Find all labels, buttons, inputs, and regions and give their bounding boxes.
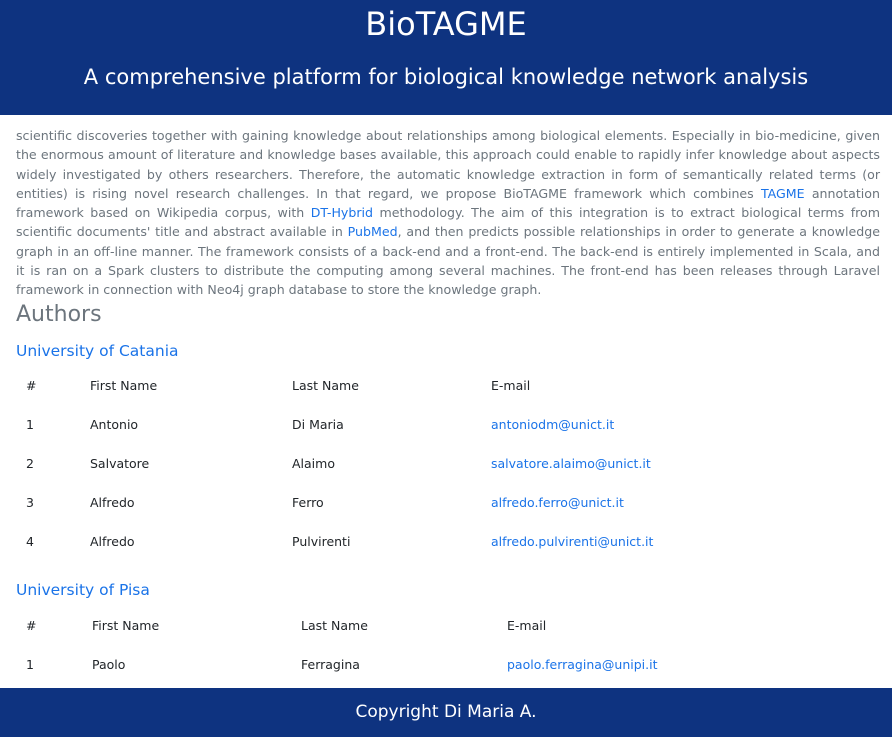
col-header-first-name: First Name [92,618,160,633]
col-header-num: # [26,378,37,393]
tagme-link[interactable]: TAGME [760,185,805,201]
catania-authors-table [16,366,880,561]
author-num: 3 [26,495,34,510]
author-email-link[interactable]: salvatore.alaimo@unict.it [491,456,651,471]
table-row [16,483,880,522]
table-row [16,444,880,483]
author-num: 1 [26,417,34,432]
author-last-name: Pulvirenti [292,534,351,549]
table-header-row [16,366,880,405]
author-num: 2 [26,456,34,471]
col-header-last-name: Last Name [292,378,359,393]
page-footer: Copyright Di Maria A. [0,688,892,737]
author-last-name: Ferragina [301,657,360,672]
abstract-part-3: methodology. The aim of this integration is to extract biological terms from scientific documents' title and abstract available in [16,205,880,240]
pubmed-link[interactable]: PubMed [347,224,398,240]
pisa-authors-table [16,606,880,684]
col-header-email: E-mail [491,378,531,393]
author-last-name: Di Maria [292,417,344,432]
author-first-name: Antonio [90,417,139,432]
author-email-link[interactable]: antoniodm@unict.it [491,417,615,432]
author-first-name: Alfredo [90,495,135,510]
author-first-name: Paolo [92,657,126,672]
author-first-name: Alfredo [90,534,135,549]
author-last-name: Alaimo [292,456,335,471]
page-header [0,0,892,115]
dt-hybrid-link[interactable]: DT-Hybrid [310,205,374,221]
table-header-row [16,606,880,645]
table-row [16,645,880,684]
author-email-link[interactable]: alfredo.ferro@unict.it [491,495,624,510]
university-pisa-heading: University of Pisa [16,581,150,599]
abstract-part-1: scientific discoveries together with gaining knowledge about relationships among biological elements. Especially in bio-medicine, given the enormous amount of literature and knowledge bases available, this approach could enable to rapidly infer knowledge about aspects widely investigated by others researchers. Therefore, the automatic knowledge extraction in form of semantically related terms (or entities) is rising novel research challenges. In that regard, we propose BioTAGME framework which combines [16,128,880,201]
table-row [16,405,880,444]
author-num: 4 [26,534,34,549]
author-first-name: Salvatore [90,456,150,471]
site-subtitle: A comprehensive platform for biological knowledge network analysis [83,65,809,89]
col-header-first-name: First Name [90,378,158,393]
abstract-part-2: annotation framework based on Wikipedia corpus, with [16,185,880,221]
col-header-email: E-mail [507,618,547,633]
col-header-num: # [26,618,37,633]
author-last-name: Ferro [292,495,324,510]
site-title: BioTAGME [365,5,527,43]
abstract-part-4: , and then predicts possible relationships in order to generate a knowledge graph in an off-line manner. The framework consists of a back-end and a front-end. The back-end is entirely implemented in Scala, and it is ran on a Spark clusters to distribute the computing among several machines. The front-end has been releases through Laravel framework in connection with Neo4j graph database to store the knowledge graph. [16,224,881,298]
university-catania-heading: University of Catania [16,342,179,360]
table-row [16,522,880,561]
author-num: 1 [26,657,34,672]
author-email-link[interactable]: paolo.ferragina@unipi.it [507,657,658,672]
col-header-last-name: Last Name [301,618,368,633]
authors-heading: Authors [16,302,102,327]
abstract-text [16,126,880,300]
author-email-link[interactable]: alfredo.pulvirenti@unict.it [491,534,654,549]
